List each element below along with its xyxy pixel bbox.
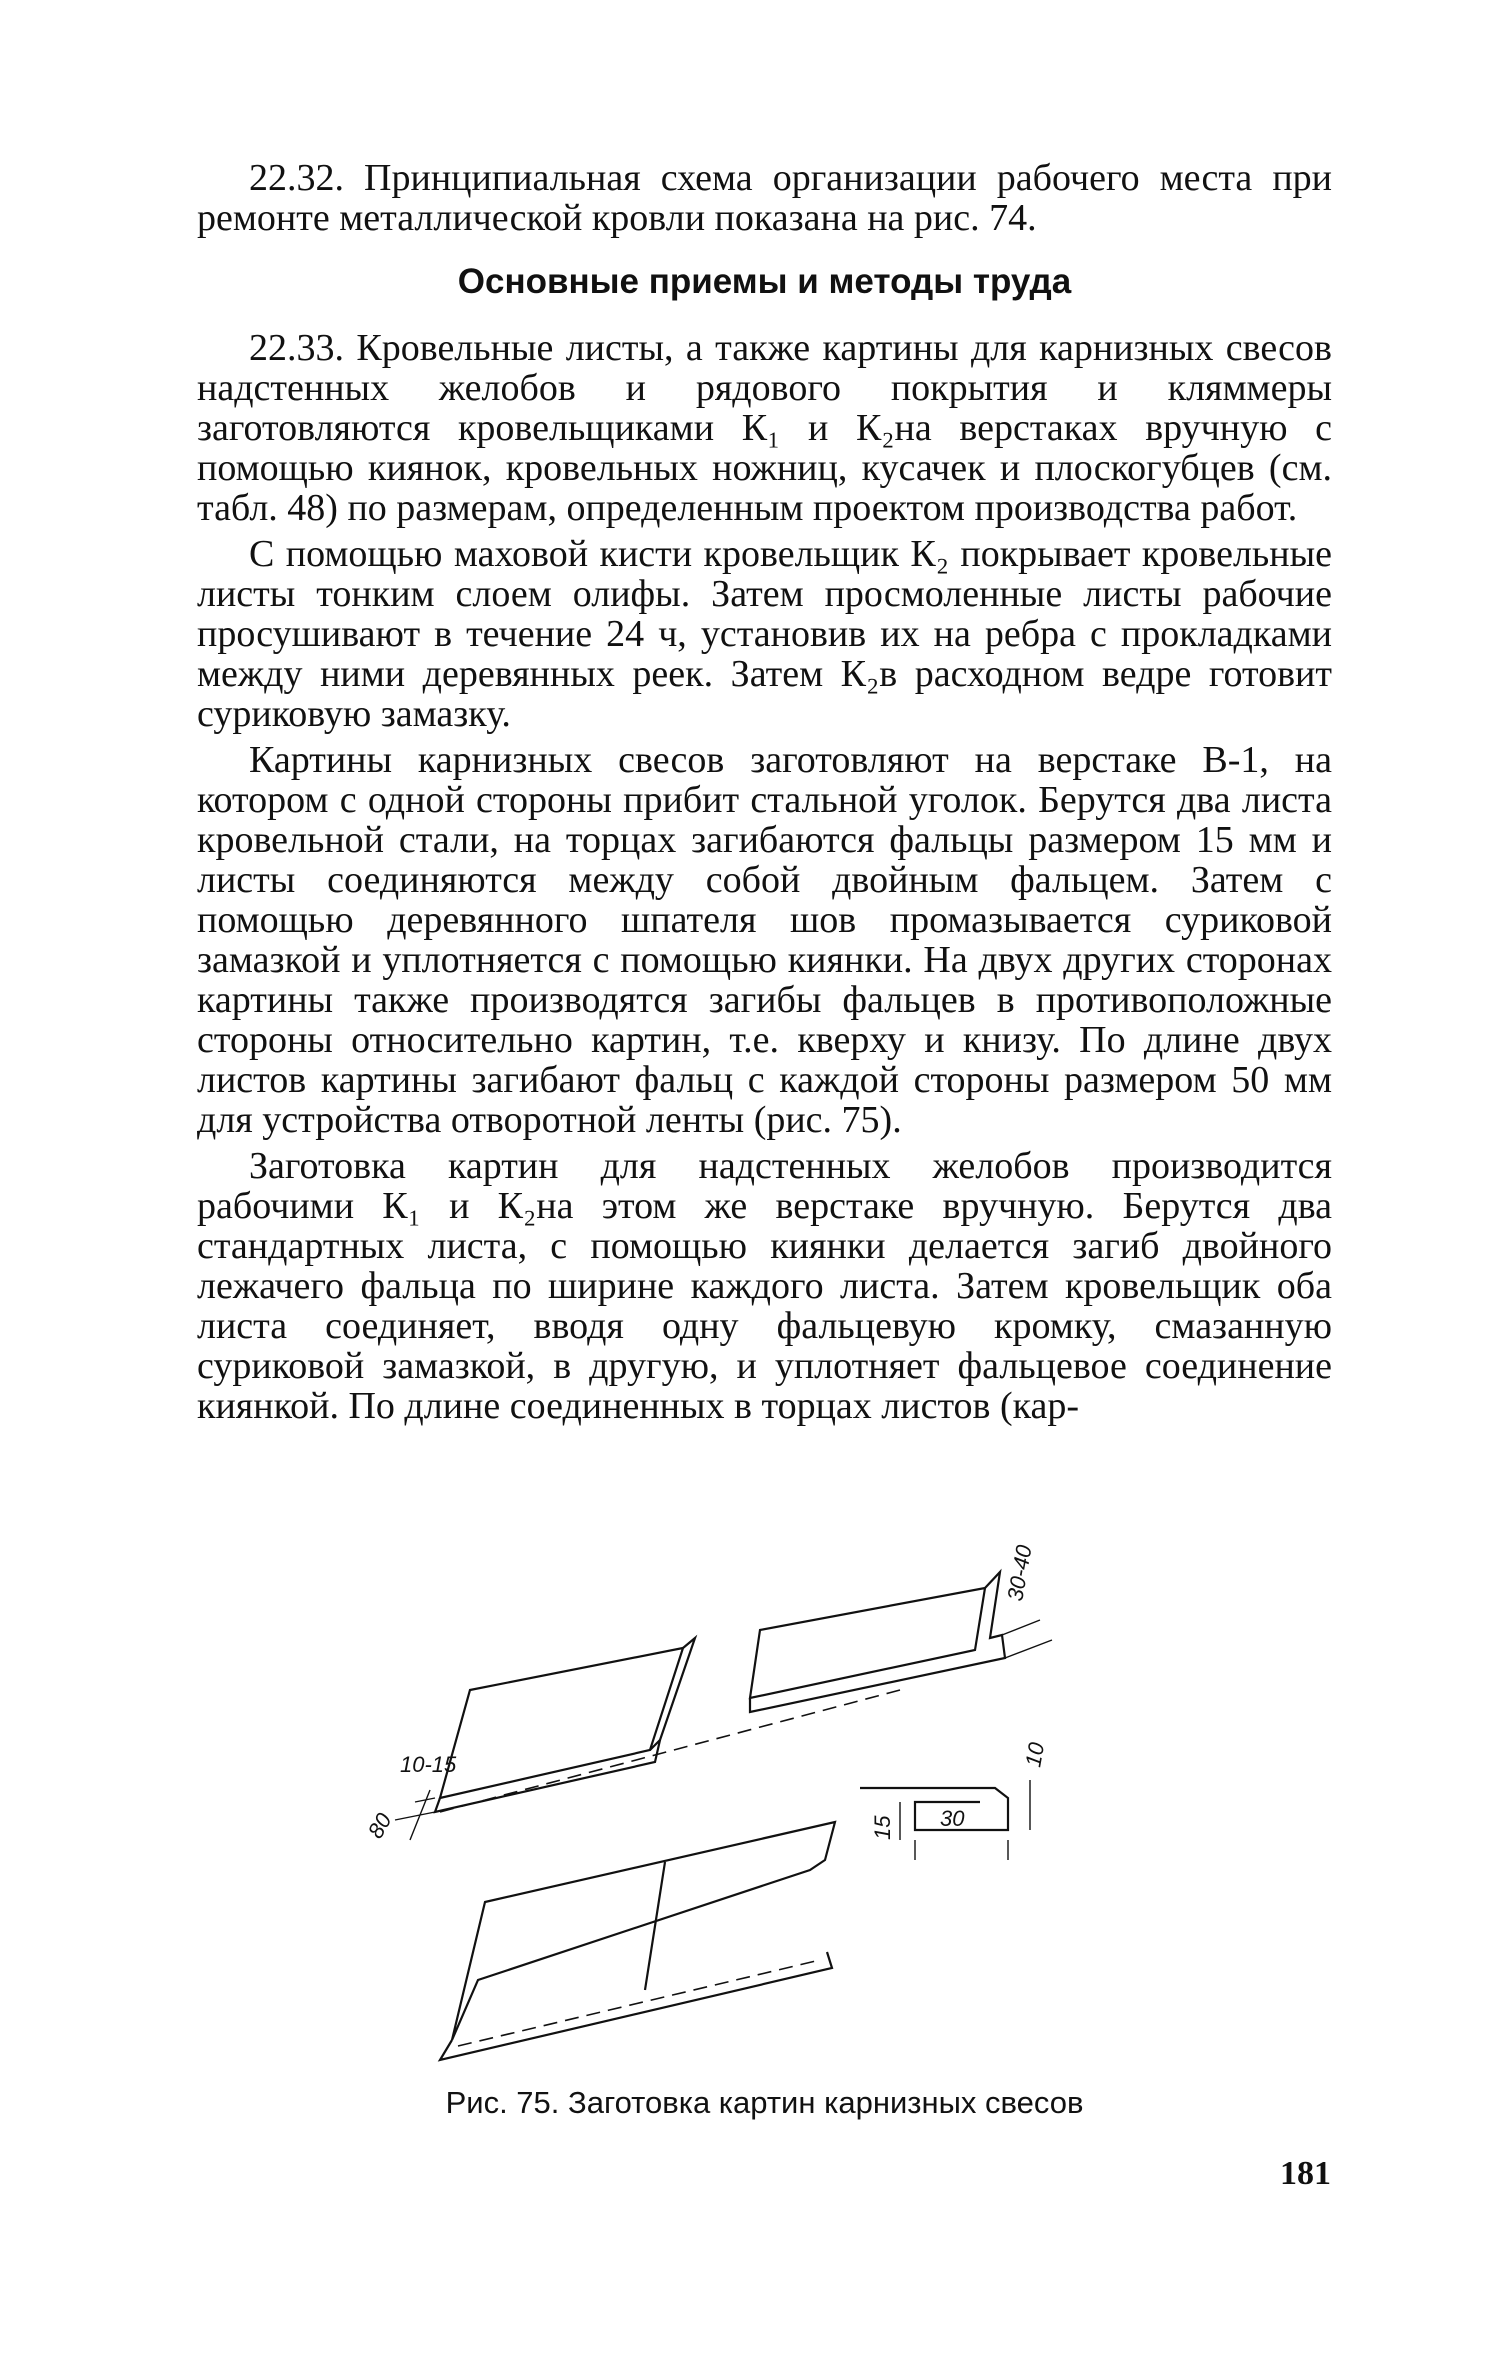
figure-75 [340,1540,1160,2100]
lower-sheet-dashed [458,1960,820,2046]
dim-30: 30 [940,1806,965,1831]
top-right-dim-lines [1002,1620,1052,1658]
left-upper-sheet-fold [650,1638,695,1750]
paragraph-22-33: 22.33. Кровельные листы, а также картины для карнизных свесов надстенных желобов и рядового покрытия и кляммеры заготовляются кровельщиками К₁ и К₂на верстаках вручную с помощью киянок, кровельных ножниц, кусачек и плоскогубцев (см. табл. 48) по размерам, определенным проектом производства работ. [197,327,1332,529]
dim-10-15: 10-15 [400,1752,457,1777]
left-upper-sheet [440,1648,683,1798]
paragraph-olifa: С помощью маховой кисти кровельщик К₂ покрывает кровельные листы тонким слоем олифы. Затем просмоленные листы рабочие просушивают в течение 24 ч, установив их на ребра с прокладками между ними деревянных реек. Затем К₂в расходном ведре готовит суриковую замазку. [197,533,1332,735]
figure-75-drawing [340,1540,1160,2100]
left-dim-lines [395,1790,435,1840]
dim-30-40: 30-40 [1002,1543,1037,1603]
left-upper-sheet-lower-edge [435,1740,660,1812]
dim-10: 10 [1020,1740,1050,1769]
lower-sheet-lower-edge [440,1952,832,2060]
dim-15: 15 [870,1815,895,1840]
right-upper-sheet [750,1588,985,1698]
figure-caption: Рис. 75. Заготовка картин карнизных свесов [445,2085,1084,2120]
detail-dim-lines [900,1780,1030,1860]
paragraph-22-32: 22.32. Принципиальная схема организации рабочего места при ремонте металлической кровли показана на рис. 74. [197,157,1332,239]
dim-80: 80 [362,1808,397,1843]
section-heading: Основные приемы и методы труда [457,262,1072,301]
right-upper-sheet-fold [750,1572,1005,1712]
paragraph-kartiny-svesov: Картины карнизных свесов заготовляют на верстаке В-1, на котором с одной стороны прибит стальной уголок. Берутся два листа кровельной стали, на торцах загибаются фальцы размером 15 мм и листы соединяются между собой двойным фальцем. Затем с помощью деревянного шпателя шов промазывается суриковой замазкой и уплотняется с помощью киянки. На двух других сторонах картины также производятся загибы фальцев в противоположные стороны относительно картин, т.е. кверху и книзу. По длине двух листов картины загибают фальц с каждой стороны размером 50 мм для устройства отворотной ленты (рис. 75). [197,739,1332,1141]
page-number: 181 [1280,2155,1331,2192]
paragraph-block-2 [197,328,1332,1426]
paragraph-zhelobov: Заготовка картин для надстенных желобов производится рабочими К₁ и К₂на этом же верстаке вручную. Берутся два стандартных листа, с помощью киянки делается загиб двойного лежачего фальца по ширине каждого листа. Затем кровельщик оба листа соединяет, вводя одну фальцевую кромку, смазанную суриковой замазкой, в другую, и уплотняет фальцевое соединение киянкой. По длине соединенных в торцах листов (кар- [197,1145,1332,1427]
lower-sheet [452,1822,835,2040]
lower-sheet-divider [645,1862,665,1990]
paragraph-block-1 [197,158,1332,238]
